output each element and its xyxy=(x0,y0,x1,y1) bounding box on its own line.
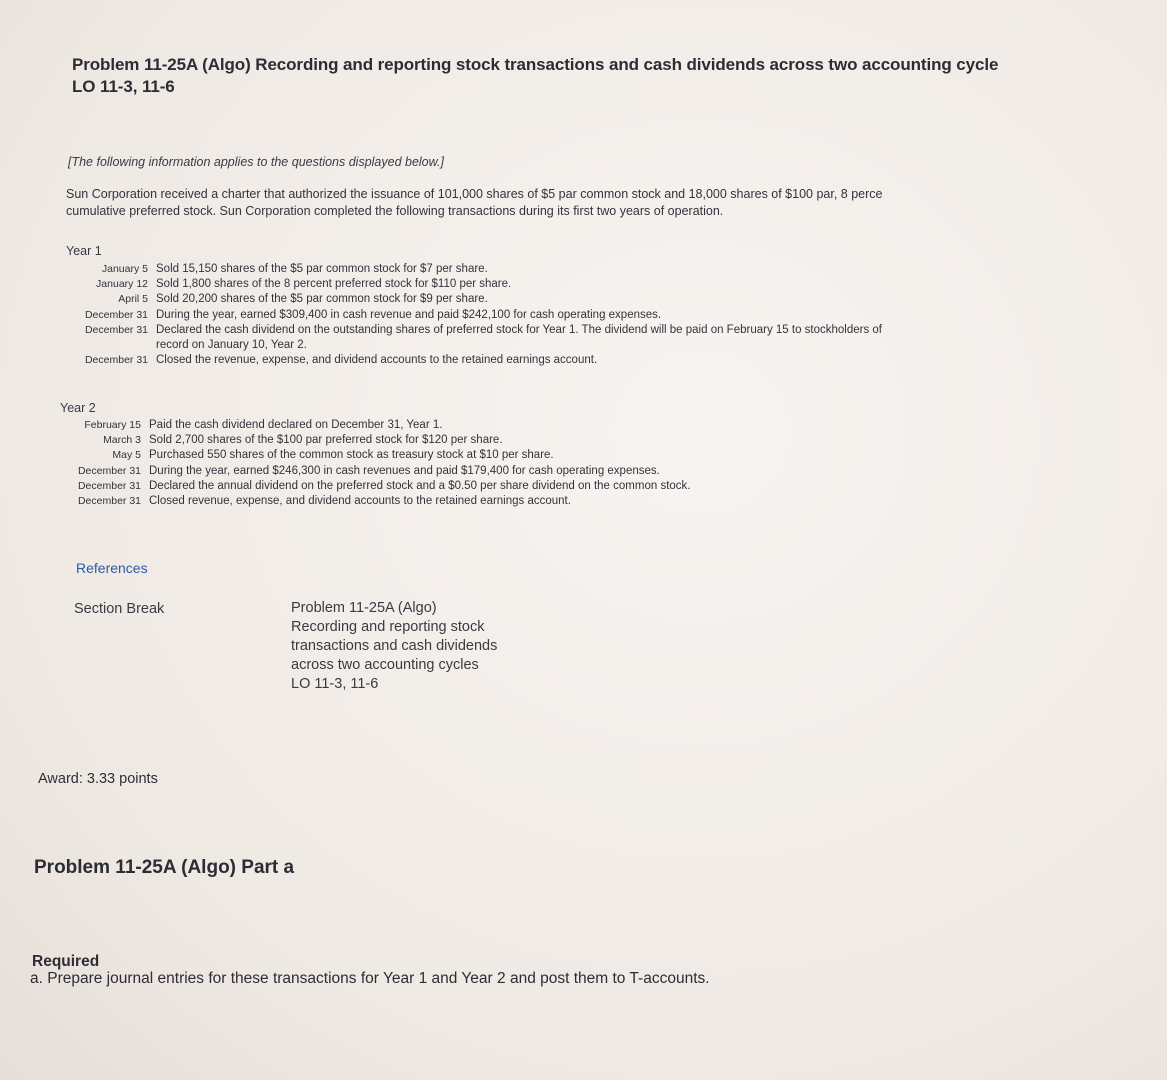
transaction-date: December 31 xyxy=(84,354,148,367)
transaction-date xyxy=(60,338,156,353)
problem-title xyxy=(72,54,1162,98)
transaction-row xyxy=(60,353,882,368)
intro-line-2: cumulative preferred stock. Sun Corporation completed the following transactions during its first two years of operation. xyxy=(66,204,724,218)
transaction-row xyxy=(54,433,690,448)
transaction-date: April 5 xyxy=(118,293,148,306)
transaction-desc: Sold 15,150 shares of the $5 par common stock for $7 per share. xyxy=(156,263,488,275)
transaction-date: January 5 xyxy=(101,263,148,275)
problem-title-line2: LO 11-3, 11-6 xyxy=(72,77,175,96)
transaction-date: December 31 xyxy=(77,464,141,477)
transaction-desc: During the year, earned $309,400 in cash revenue and paid $242,100 for cash operating expenses. xyxy=(156,308,662,321)
transaction-date: December 31 xyxy=(84,323,148,336)
transaction-date: December 31 xyxy=(77,495,141,508)
award-points: Award: 3.33 points xyxy=(38,771,158,787)
transaction-row xyxy=(60,323,882,338)
required-label: Required xyxy=(32,953,100,970)
transaction-row xyxy=(54,494,690,509)
section-break-line: transactions and cash dividends xyxy=(291,638,498,654)
transaction-desc: record on January 10, Year 2. xyxy=(156,339,307,352)
transaction-desc: Purchased 550 shares of the common stock as treasury stock at $10 per share. xyxy=(149,449,554,462)
section-break-line: Problem 11-25A (Algo) xyxy=(291,600,437,616)
info-note: [The following information applies to the questions displayed below.] xyxy=(68,155,444,169)
problem-title-line1: Problem 11-25A (Algo) Recording and reporting stock transactions and cash dividends across two accounting cycle xyxy=(72,55,999,74)
section-break-line: LO 11-3, 11-6 xyxy=(291,676,379,692)
intro-line-1: Sun Corporation received a charter that authorized the issuance of 101,000 shares of $5 par common stock and 18,000 shares of $100 par, 8 perce xyxy=(66,187,883,201)
transaction-date: March 3 xyxy=(103,434,141,447)
section-break-line: across two accounting cycles xyxy=(291,657,479,673)
intro-paragraph xyxy=(66,186,1166,220)
transaction-date: January 12 xyxy=(96,278,148,291)
section-break-line: Recording and reporting stock xyxy=(291,619,485,635)
transaction-desc: Closed revenue, expense, and dividend accounts to the retained earnings account. xyxy=(149,495,571,508)
transaction-row xyxy=(54,479,690,494)
year2-label: Year 2 xyxy=(60,401,96,415)
transaction-date: February 15 xyxy=(84,419,141,431)
transaction-row xyxy=(54,464,690,479)
transaction-date: December 31 xyxy=(84,308,148,321)
transaction-row xyxy=(54,448,690,463)
transaction-desc: Paid the cash dividend declared on December 31, Year 1. xyxy=(149,419,443,431)
required-text: a. Prepare journal entries for these transactions for Year 1 and Year 2 and post them to T-accounts. xyxy=(30,970,710,987)
transaction-row xyxy=(60,338,882,353)
transaction-row xyxy=(54,418,690,433)
transaction-row xyxy=(60,308,882,323)
transaction-desc: Sold 1,800 shares of the 8 percent preferred stock for $110 per share. xyxy=(156,278,512,291)
year1-transactions xyxy=(60,262,882,368)
transaction-desc: During the year, earned $246,300 in cash revenues and paid $179,400 for cash operating expenses. xyxy=(149,464,660,477)
transaction-desc: Sold 2,700 shares of the $100 par preferred stock for $120 per share. xyxy=(149,434,503,447)
year2-transactions xyxy=(54,418,690,509)
transaction-row xyxy=(60,277,882,292)
references-link[interactable]: References xyxy=(76,560,148,576)
transaction-desc: Closed the revenue, expense, and dividend accounts to the retained earnings account. xyxy=(156,354,598,367)
transaction-row xyxy=(60,292,882,307)
transaction-desc: Declared the annual dividend on the preferred stock and a $0.50 per share dividend on the common stock. xyxy=(149,479,691,492)
part-title: Problem 11-25A (Algo) Part a xyxy=(34,857,295,878)
transaction-desc: Declared the cash dividend on the outstanding shares of preferred stock for Year 1. The dividend will be paid on February 15 to stockholders of xyxy=(156,323,883,336)
section-break-description xyxy=(291,599,497,694)
transaction-desc: Sold 20,200 shares of the $5 par common stock for $9 per share. xyxy=(156,293,488,306)
transaction-date: December 31 xyxy=(77,479,141,492)
transaction-date: May 5 xyxy=(112,449,141,462)
transaction-row xyxy=(60,262,882,277)
section-break-label: Section Break xyxy=(74,601,165,617)
year1-label: Year 1 xyxy=(66,244,102,258)
